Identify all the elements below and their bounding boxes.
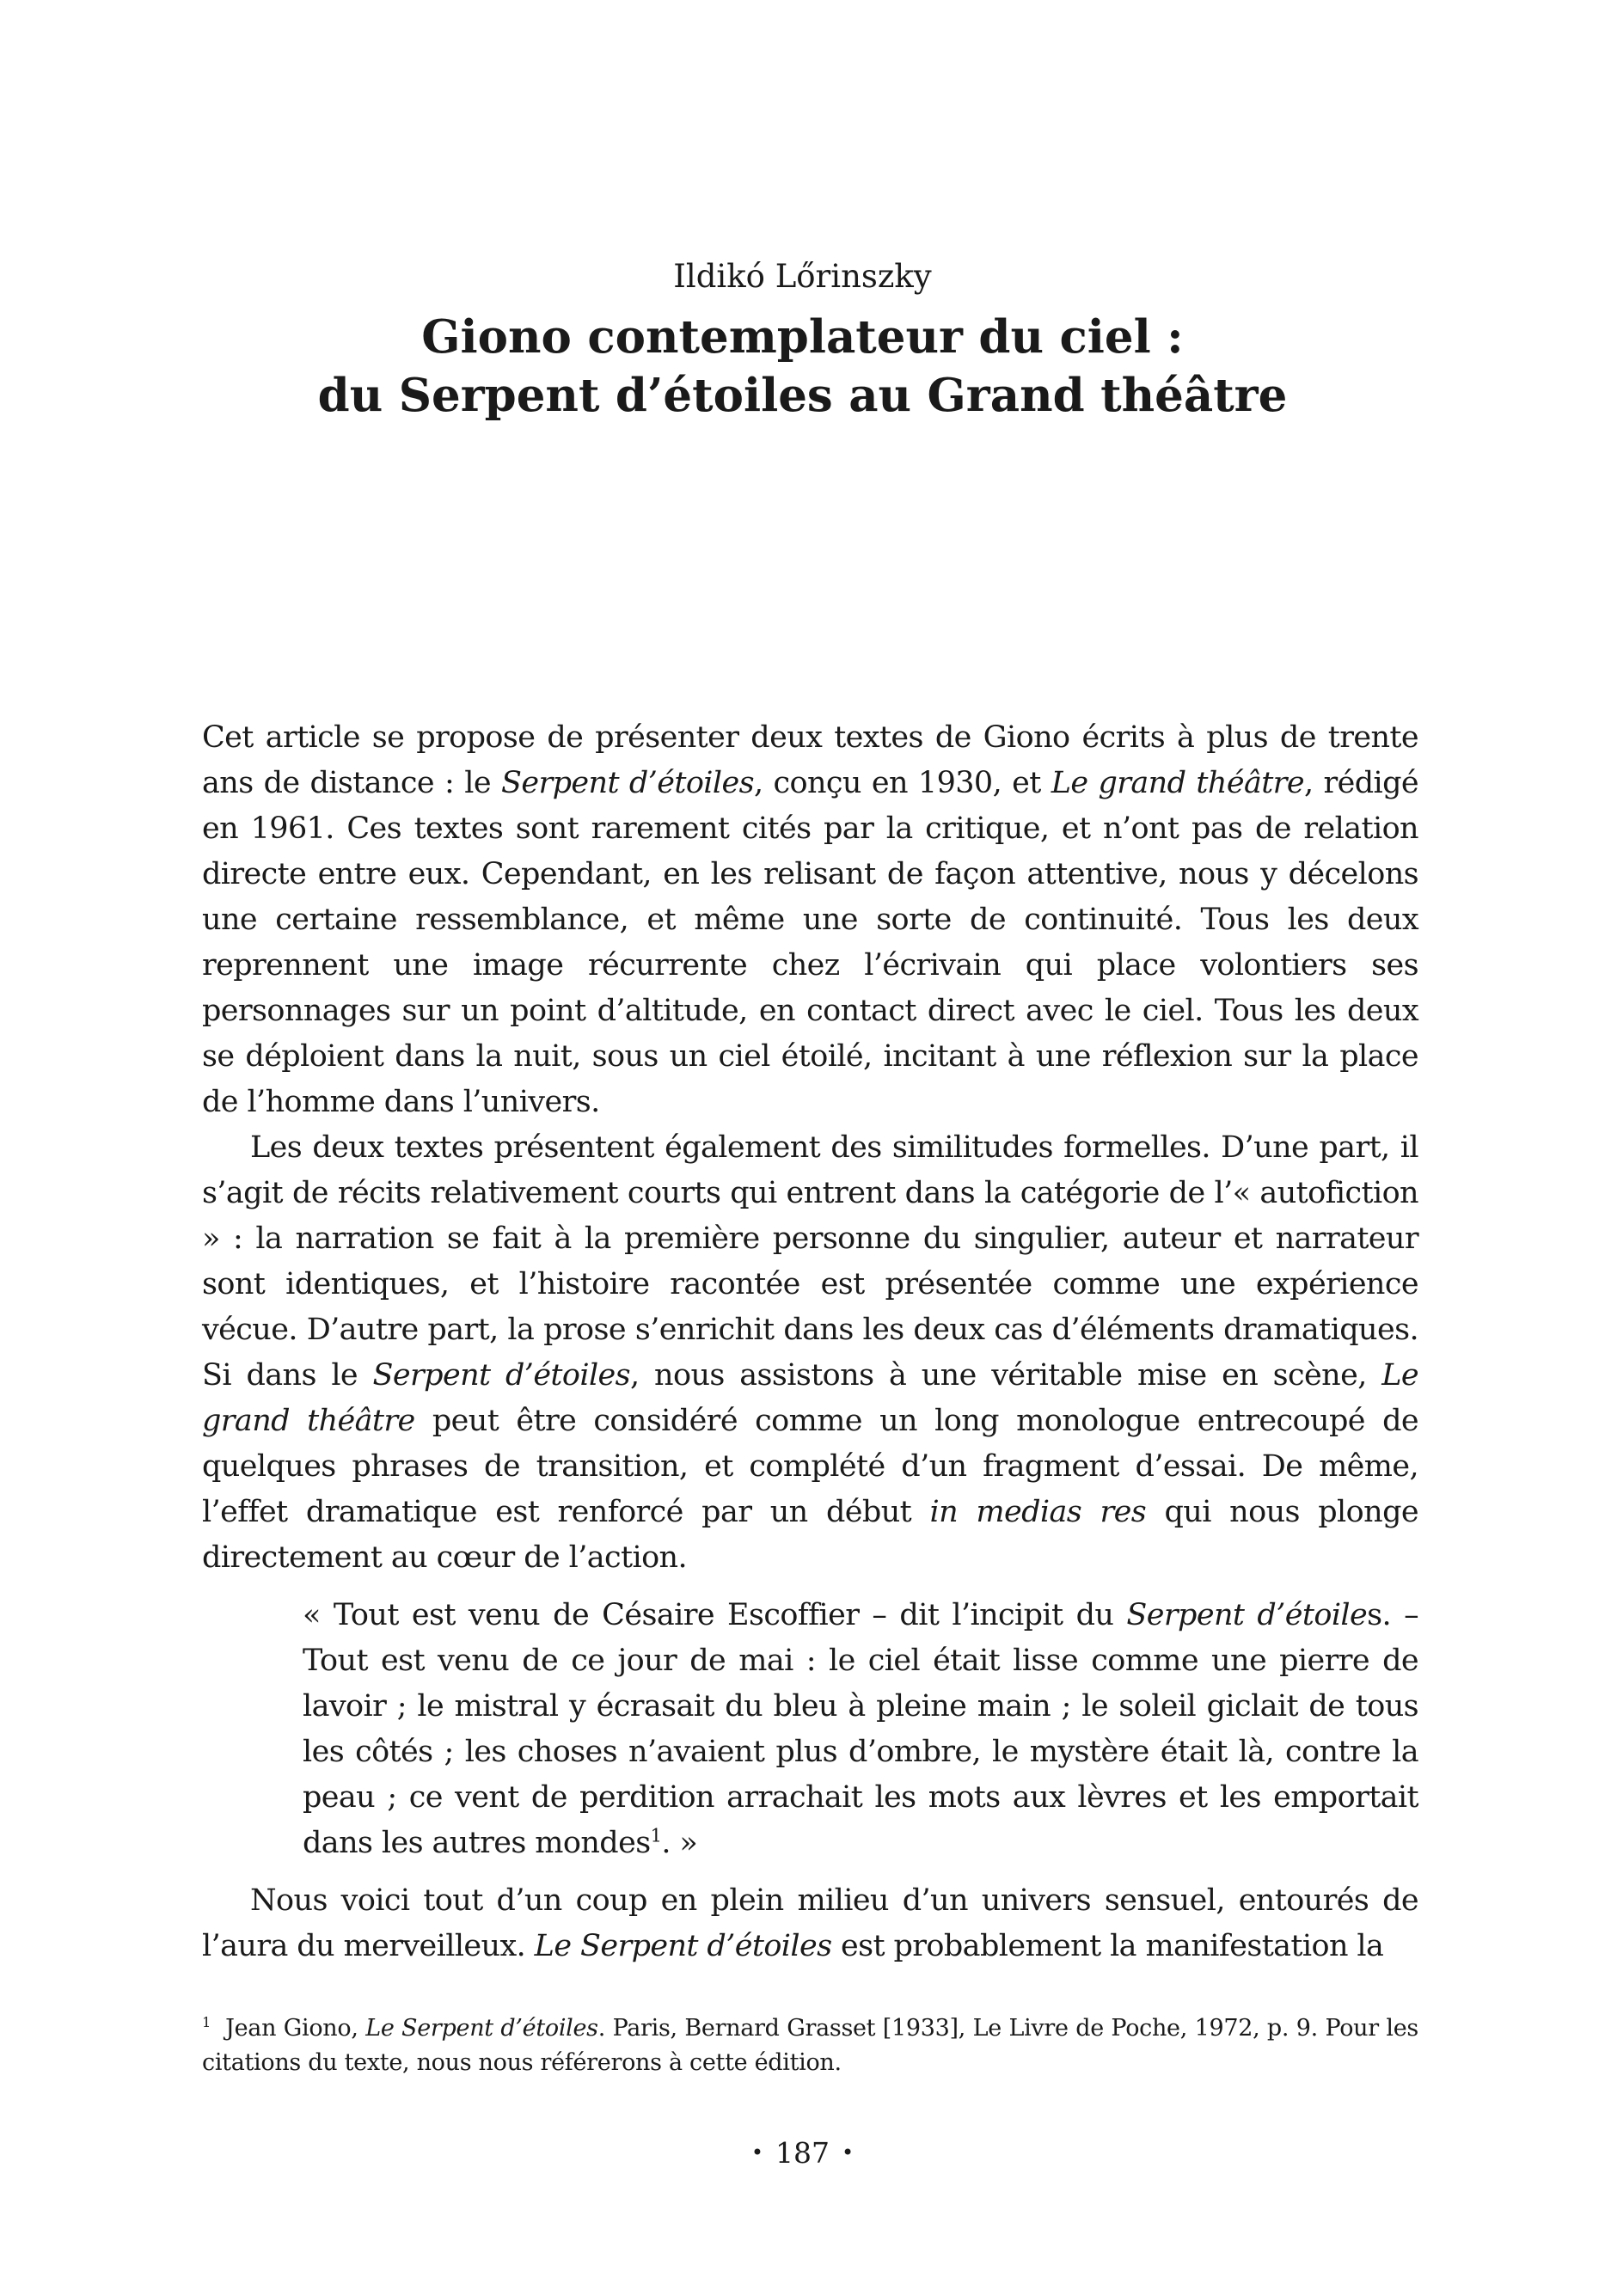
italic-title: Serpent d’étoiles — [372, 1358, 631, 1393]
text-run: . Paris, Bernard Grasset [1933], Le Livre de Poche, 1972, p. 9. Pour les citations du texte, nous nous référerons à cette édition. — [202, 2015, 1418, 2076]
paragraph-3 — [202, 1878, 1418, 1969]
title-line-1: Giono contemplateur du ciel : — [421, 310, 1184, 364]
italic-title: Le Serpent d’étoiles — [365, 2015, 598, 2042]
text-run: Jean Giono, — [225, 2015, 366, 2042]
text-run: Cet article se propose de présenter deux textes de Giono écrits à plus de trente ans de distance : le — [202, 720, 1418, 800]
author-name: Ildikó Lőrinszky — [673, 258, 932, 295]
italic-title: Le Serpent d’étoiles — [534, 1929, 832, 1963]
italic-title: Serpent d’étoiles — [500, 766, 754, 800]
text-run: Les deux textes présentent également des similitudes formelles. D’une part, il s’agit de récits relativement courts qui entrent dans la catégorie de l’« autofiction » : la narration se fait à la première personne du singulier, auteur et narrateur sont identiques, et l’histoire racontée est présentée comme une expérience vécue. D’autre part, la prose s’enrichit dans les deux cas d’éléments dramatiques. Si dans le — [202, 1130, 1418, 1393]
page-number — [0, 2132, 1605, 2174]
text-run: , nous assistons à une véritable mise en scène, — [630, 1358, 1382, 1393]
paragraph-2 — [202, 1125, 1418, 1581]
bullet-ornament: • — [750, 2140, 763, 2164]
article-title — [0, 308, 1605, 425]
page-number-value: 187 — [775, 2136, 830, 2170]
paragraph-1 — [202, 715, 1418, 1125]
italic-phrase: in medias res — [929, 1495, 1147, 1529]
article-body — [202, 715, 1418, 1969]
text-run: qui nous plonge directement au cœur de l’action. — [202, 1495, 1418, 1575]
text-run: , conçu en 1930, et — [753, 766, 1051, 800]
footnote-reference[interactable]: 1 — [650, 1825, 662, 1846]
footnote-number: 1 — [202, 2014, 211, 2030]
text-run: « Tout est venu de Césaire Escoffier – dit l’incipit du — [303, 1598, 1127, 1632]
block-quote — [303, 1593, 1418, 1866]
text-run: est probablement la manifestation la — [831, 1929, 1384, 1963]
footnote — [202, 2011, 1418, 2080]
text-run: , rédigé en 1961. Ces textes sont rarement cités par la critique, et n’ont pas de relation directe entre eux. Cependant, en les relisant de façon attentive, nous y décelons une certaine ressemblance, et même une sorte de continuité. Tous les deux reprennent une image récurrente chez l’écrivain qui place volontiers ses personnages sur un point d’altitude, en contact direct avec le ciel. Tous les deux se déploient dans la nuit, sous un ciel étoilé, incitant à une réflexion sur la place de l’homme dans l’univers. — [202, 766, 1419, 1119]
text-run: Nous voici tout d’un coup en plein milieu d’un univers sensuel, entourés de l’aura du merveilleux. — [202, 1883, 1418, 1963]
bullet-ornament: • — [842, 2140, 855, 2164]
italic-title: Serpent d’étoile — [1126, 1598, 1368, 1632]
text-run: s. – Tout est venu de ce jour de mai : le ciel était lisse comme une pierre de lavoir ; le mistral y écrasait du bleu à pleine main ; le soleil giclait de tous les côtés ; les choses n’avaient plus d’ombre, le mystère était là, contre la peau ; ce vent de perdition arrachait les mots aux lèvres et les emportait dans les autres mondes — [303, 1598, 1418, 1860]
italic-title: Le grand théâtre — [1051, 766, 1304, 800]
text-run: . » — [661, 1826, 698, 1860]
title-line-2: du Serpent d’étoiles au Grand théâtre — [317, 369, 1288, 422]
italic-title: Le grand théâtre — [202, 1358, 1418, 1438]
text-run: peut être considéré comme un long monologue entrecoupé de quelques phrases de transition, et complété d’un fragment d’essai. De même, l’effet dramatique est renforcé par un début — [202, 1404, 1418, 1529]
